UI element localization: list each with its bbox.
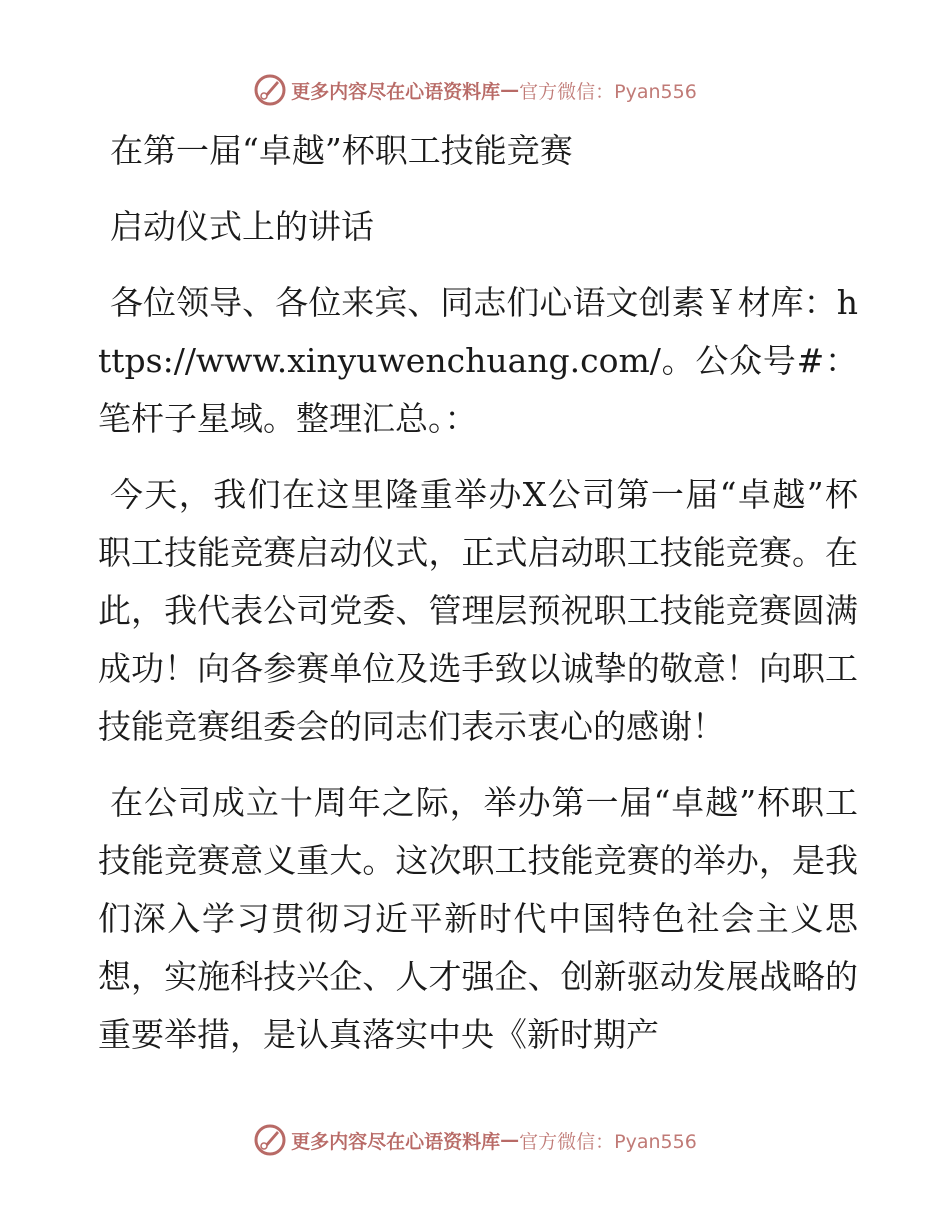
document-body — [98, 122, 858, 1064]
watermark-wechat: 官方微信：Pyan556 — [519, 1130, 697, 1153]
watermark-separator: — — [500, 79, 520, 101]
watermark-wechat: 官方微信：Pyan556 — [519, 80, 697, 103]
title-line-2: 启动仪式上的讲话 — [110, 207, 374, 246]
paragraph-1: 今天，我们在这里隆重举办X公司第一届“卓越”杯职工技能竞赛启动仪式，正式启动职工技能竞赛。在此，我代表公司党委、管理层预祝职工技能竞赛圆满成功！向各参赛单位及选手致以诚挚的敬意！向职工技能竞赛组委会的同志们表示衷心的感谢！ — [98, 475, 858, 746]
title-line-1: 在第一届“卓越”杯职工技能竞赛 — [110, 131, 573, 170]
quill-logo-icon — [253, 73, 287, 107]
watermark-separator: — — [500, 1129, 520, 1151]
watermark-text: 更多内容尽在心语资料库 — [291, 80, 501, 103]
quill-logo-icon — [253, 1123, 287, 1157]
footer-watermark — [0, 1120, 950, 1160]
paragraph-2: 在公司成立十周年之际，举办第一届“卓越”杯职工技能竞赛意义重大。这次职工技能竞赛的举办，是我们深入学习贯彻习近平新时代中国特色社会主义思想，实施科技兴企、人才强企、创新驱动发展战略的重要举措，是认真落实中央《新时期产 — [98, 783, 858, 1054]
watermark-text: 更多内容尽在心语资料库 — [291, 1130, 501, 1153]
salutation: 各位领导、各位来宾、同志们心语文创素￥材库：https://www.xinyuwenchuang.com/。公众号#：笔杆子星域。整理汇总。： — [98, 283, 858, 438]
header-watermark — [0, 70, 950, 110]
